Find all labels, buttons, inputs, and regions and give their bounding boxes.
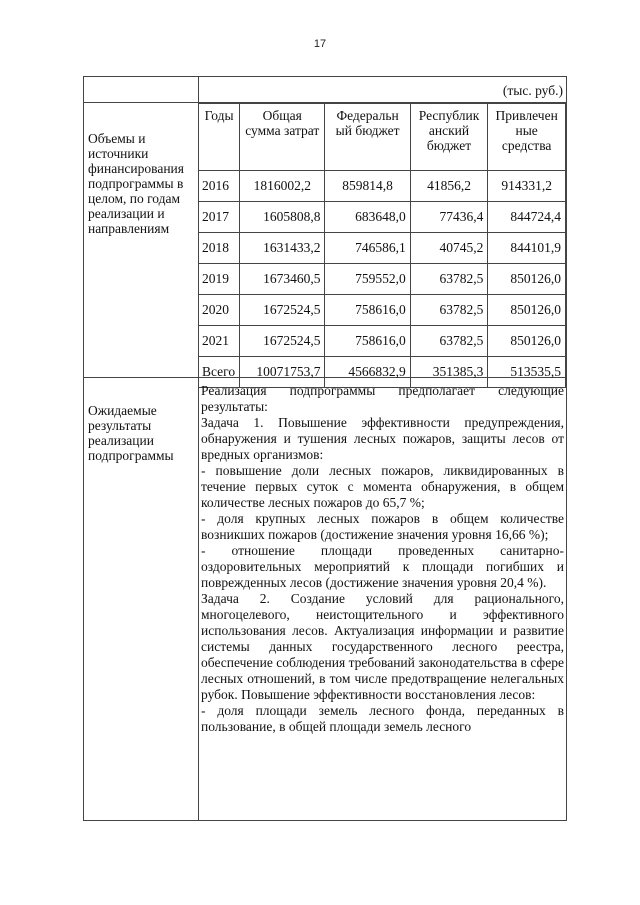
header-total: Общая сумма затрат xyxy=(240,104,325,171)
cell-year: 2017 xyxy=(199,202,240,233)
financing-label: Объемы и источники финансирования подпрограммы в целом, по годам реализации и направлениям xyxy=(88,131,184,236)
results-paragraph: Задача 1. Повышение эффективности предупреждения, обнаружения и тушения лесных пожаров, защиты лесов от вредных организмов: xyxy=(201,415,564,462)
table-row xyxy=(199,171,566,202)
cell-federal: 758616,0 xyxy=(325,295,410,326)
cell-year: 2020 xyxy=(199,295,240,326)
table-row xyxy=(199,295,566,326)
cell-attracted: 850126,0 xyxy=(488,295,566,326)
table-row xyxy=(199,264,566,295)
table-header-row xyxy=(199,104,566,171)
cell-federal: 4566832,9 xyxy=(325,357,410,388)
cell-attracted: 914331,2 xyxy=(488,171,566,202)
cell-republic: 77436,4 xyxy=(410,202,488,233)
cell-federal: 758616,0 xyxy=(325,326,410,357)
header-federal: Федеральн ый бюджет xyxy=(325,104,410,171)
cell-federal: 759552,0 xyxy=(325,264,410,295)
cell-attracted: 850126,0 xyxy=(488,264,566,295)
cell-attracted: 513535,5 xyxy=(488,357,566,388)
results-text xyxy=(201,383,564,735)
results-paragraph: - отношение площади проведенных санитарно-оздоровительных мероприятий к площади погибших и поврежденных лесов (достижение значения уровня 20,4 %). xyxy=(201,543,564,590)
cell-attracted: 844101,9 xyxy=(488,233,566,264)
cell-year: Всего xyxy=(199,357,240,388)
results-paragraph: Задача 2. Создание условий для рационального, многоцелевого, неистощительного и эффективного использования лесов. Актуализация информации и развитие системы данных государственного лесного реестра, обеспечение соблюдения требований законодательства в сфере лесных отношений, в том числе предотвращение нелегальных рубок. Повышение эффективности восстановления лесов: xyxy=(201,591,564,702)
cell-federal: 683648,0 xyxy=(325,202,410,233)
cell-total: 10071753,7 xyxy=(240,357,325,388)
results-label: Ожидаемые результаты реализации подпрограммы xyxy=(88,403,174,463)
results-paragraph: - доля крупных лесных пожаров в общем количестве возникших пожаров (достижение значения уровня 16,66 %); xyxy=(201,511,564,542)
cell-attracted: 844724,4 xyxy=(488,202,566,233)
cell-republic: 351385,3 xyxy=(410,357,488,388)
cell-total: 1605808,8 xyxy=(240,202,325,233)
header-republic: Республик анский бюджет xyxy=(410,104,488,171)
cell-republic: 63782,5 xyxy=(410,264,488,295)
financing-table xyxy=(198,103,566,388)
table-row xyxy=(199,233,566,264)
page-number: 17 xyxy=(313,38,327,50)
cell-total: 1631433,2 xyxy=(240,233,325,264)
cell-republic: 63782,5 xyxy=(410,295,488,326)
header-years: Годы xyxy=(199,104,240,171)
cell-republic: 40745,2 xyxy=(410,233,488,264)
passport-table xyxy=(83,76,567,821)
cell-year: 2018 xyxy=(199,233,240,264)
cell-attracted: 850126,0 xyxy=(488,326,566,357)
cell-republic: 41856,2 xyxy=(410,171,488,202)
cell-total: 1672524,5 xyxy=(240,326,325,357)
cell-year: 2019 xyxy=(199,264,240,295)
cell-republic: 63782,5 xyxy=(410,326,488,357)
cell-total: 1672524,5 xyxy=(240,295,325,326)
units-label: (тыс. руб.) xyxy=(502,83,563,98)
table-row xyxy=(199,202,566,233)
cell-year: 2016 xyxy=(199,171,240,202)
cell-total: 1673460,5 xyxy=(240,264,325,295)
cell-federal: 746586,1 xyxy=(325,233,410,264)
cell-total: 1816002,2 xyxy=(240,171,325,202)
header-attracted: Привлечен ные средства xyxy=(488,104,566,171)
results-paragraph: - доля площади земель лесного фонда, переданных в пользование, в общей площади земель лесного xyxy=(201,703,564,734)
results-paragraph: - повышение доли лесных пожаров, ликвидированных в течение первых суток с момента обнаружения, в общем количестве лесных пожаров до 65,7 %; xyxy=(201,463,564,510)
table-row xyxy=(199,326,566,357)
cell-federal: 859814,8 xyxy=(325,171,410,202)
results-paragraph: Реализация подпрограммы предполагает следующие результаты: xyxy=(201,383,564,414)
cell-year: 2021 xyxy=(199,326,240,357)
